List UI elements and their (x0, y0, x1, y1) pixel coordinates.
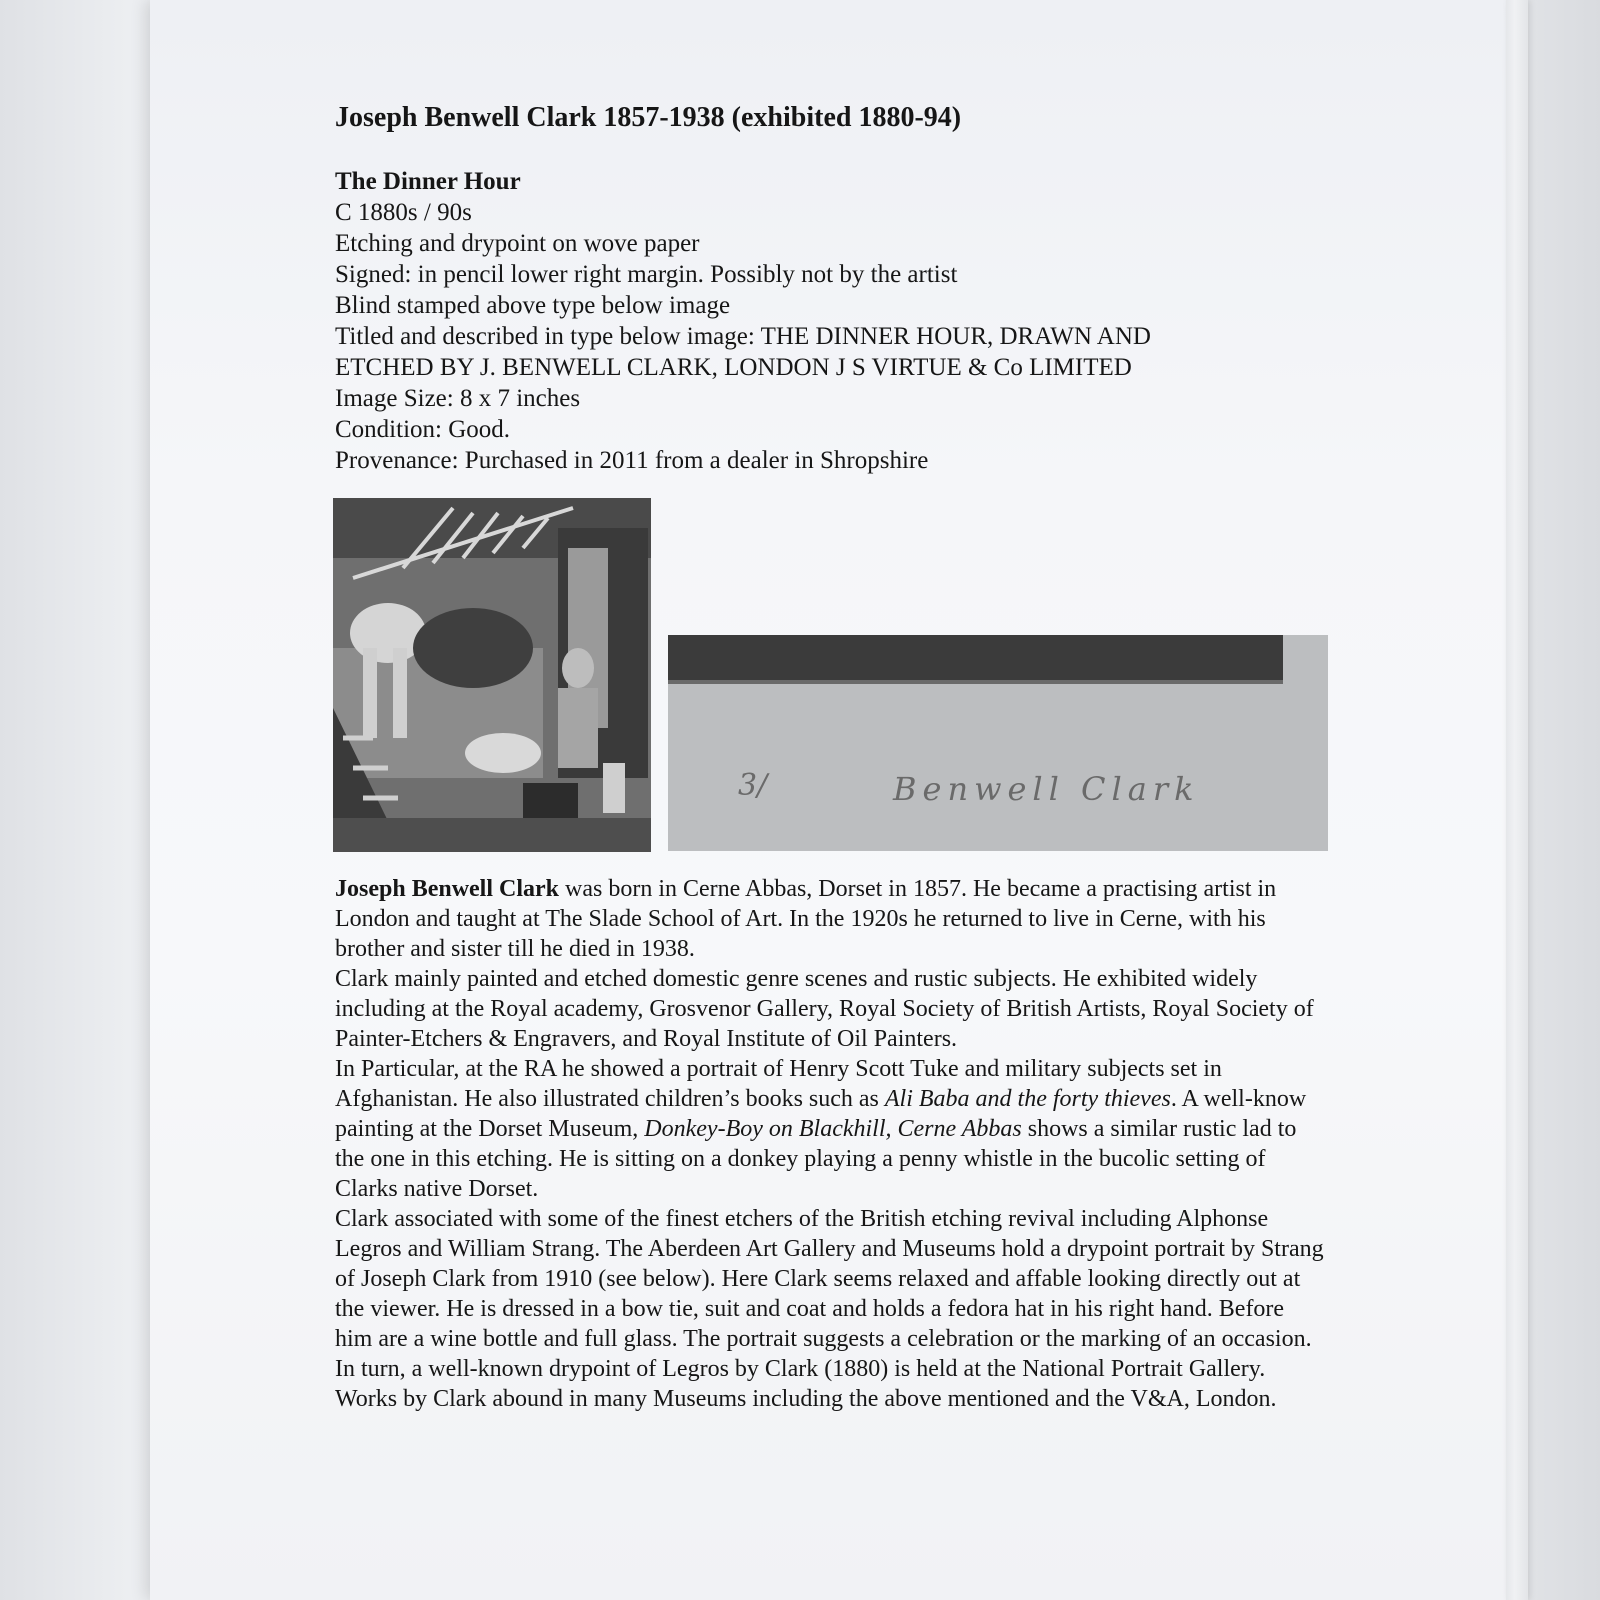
artwork-details (335, 166, 1335, 476)
biography (335, 874, 1325, 1414)
bio-paragraph-2: Clark mainly painted and etched domestic genre scenes and rustic subjects. He exhibited widely including at the Royal academy, Grosvenor Gallery, Royal Society of British Artists, Royal Society of Painter-Etchers & Engravers, and Royal Institute of Oil Painters. (335, 966, 1314, 1053)
signature-text: Benwell Clark (893, 770, 1200, 809)
bio-paragraph-4: Clark associated with some of the finest etchers of the British etching revival including Alphonse Legros and William Strang. The Aberdeen Art Gallery and Museums hold a drypoint portrait by Strang of Joseph Clark from 1910 (see below). Here Clark seems relaxed and affable looking directly out at the viewer. He is dressed in a bow tie, suit and coat and holds a fedora hat in his right hand. Before him are a wine bottle and full glass. The portrait suggests a celebration or the marking of an occasion. (335, 1206, 1324, 1353)
artwork-titled: Titled and described in type below image: THE DINNER HOUR, DRAWN AND ETCHED BY J. BENWELL CLARK, LONDON J S VIRTUE & Co LIMITED (335, 323, 1151, 382)
artwork-stamp: Blind stamped above type below image (335, 292, 731, 320)
bio-p3-part-b: . A well-know painting at the Dorset Museum, (335, 1086, 1307, 1143)
artwork-signed: Signed: in pencil lower right margin. Possibly not by the artist (335, 261, 958, 289)
figure-row (335, 498, 1335, 858)
etching-illustration-icon (333, 498, 651, 852)
document (335, 100, 1335, 1414)
bio-paragraph-1-text: was born in Cerne Abbas, Dorset in 1857. He became a practising artist in London and taught at The Slade School of Art. In the 1920s he returned to live in Cerne, with his brother and sister till he died in 1938. (335, 876, 1277, 963)
document-heading: Joseph Benwell Clark 1857-1938 (exhibited 1880-94) (335, 102, 962, 133)
bio-book-title: Ali Baba and the forty thieves (884, 1086, 1171, 1113)
etching-image (333, 498, 651, 852)
artwork-condition: Condition: Good. (335, 416, 511, 444)
svg-text:3/: 3/ (738, 768, 768, 804)
artwork-size: Image Size: 8 x 7 inches (335, 385, 581, 413)
artwork-provenance: Provenance: Purchased in 2011 from a dealer in Shropshire (335, 447, 929, 475)
signature-detail-image (668, 635, 1328, 851)
bio-p3-part-a: In Particular, at the RA he showed a portrait of Henry Scott Tuke and military subjects set in Afghanistan. He also illustrated children’s books such as (335, 1056, 1222, 1113)
paper-edge (1506, 0, 1528, 1600)
bio-painting-title: Donkey-Boy on Blackhill, Cerne Abbas (644, 1116, 1022, 1143)
bio-p3-part-c: shows a similar rustic lad to the one in this etching. He is sitting on a donkey playing a penny whistle in the bucolic setting of Clarks native Dorset. (335, 1116, 1297, 1203)
artwork-medium: Etching and drypoint on wove paper (335, 230, 700, 258)
artwork-title: The Dinner Hour (335, 168, 521, 196)
bio-paragraph-1 (335, 874, 1325, 964)
bio-paragraph-3 (335, 1054, 1325, 1204)
bio-artist-name: Joseph Benwell Clark (335, 876, 560, 903)
bio-paragraph-5: In turn, a well-known drypoint of Legros by Clark (1880) is held at the National Portrait Gallery. Works by Clark abound in many Museums including the above mentioned and the V&A, London. (335, 1356, 1277, 1413)
signature-detail-illustration (668, 635, 1328, 851)
artwork-date: C 1880s / 90s (335, 199, 472, 227)
